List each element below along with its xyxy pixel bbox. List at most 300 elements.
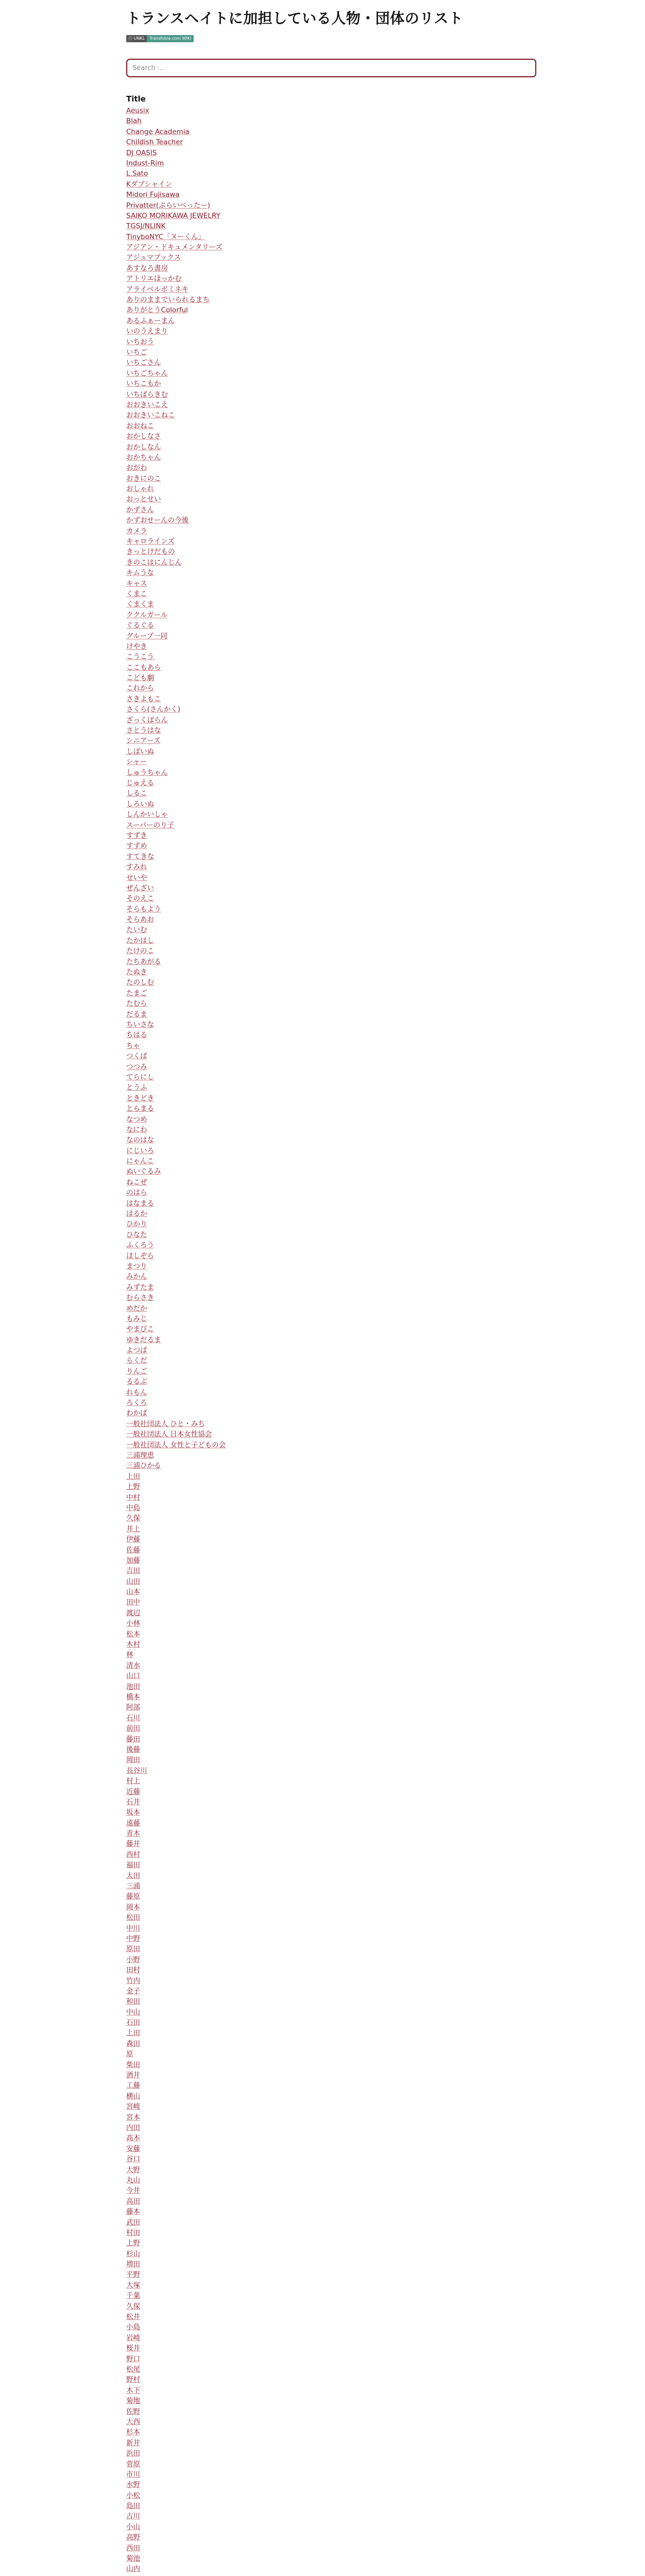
list-item-link[interactable]: TinyboNYC「ヌーくん」: [126, 232, 205, 241]
list-item-link[interactable]: SAIKO MORIKAWA JEWELRY: [126, 211, 220, 220]
list-item-link[interactable]: 内田: [126, 2124, 140, 2132]
license-badge-left: ⓒ UNKL: [126, 35, 147, 42]
list-item-link[interactable]: とうふ: [126, 1083, 147, 1092]
list-item-link[interactable]: いちごさん: [126, 359, 161, 367]
list-item-link[interactable]: すずめ: [126, 842, 147, 851]
list-item-link[interactable]: こうこう: [126, 653, 154, 662]
list-item: [126, 158, 590, 168]
list-item-link[interactable]: おおねこ: [126, 421, 154, 430]
list-item-link[interactable]: 桜井: [126, 2344, 140, 2353]
list-item-link[interactable]: 中島: [126, 1503, 140, 1512]
list-item-link[interactable]: くまこ: [126, 589, 147, 598]
list-item-link[interactable]: 和田: [126, 1997, 140, 2006]
list-item-link[interactable]: 小島: [126, 2323, 140, 2332]
list-item-link[interactable]: みかん: [126, 1273, 147, 1281]
list-item-link[interactable]: しばいぬ: [126, 747, 154, 756]
search-box: [126, 59, 536, 77]
list-item-link[interactable]: 松田: [126, 1913, 140, 1922]
list-item-link[interactable]: ぜんざい: [126, 884, 154, 892]
list-item-link[interactable]: ろくろ: [126, 1399, 147, 1408]
list-item-link[interactable]: 上田: [126, 1472, 140, 1481]
list-item-link[interactable]: 横山: [126, 2092, 140, 2100]
list-item-link[interactable]: 金子: [126, 1987, 140, 1995]
list-item-link[interactable]: るるぶ: [126, 1378, 147, 1386]
list-item-link[interactable]: たちあがる: [126, 957, 161, 966]
list-item-link[interactable]: 太田: [126, 1871, 140, 1880]
list-item-link[interactable]: しろいぬ: [126, 800, 154, 808]
list-item-link[interactable]: 佐野: [126, 2407, 140, 2416]
list-item: [126, 2501, 590, 2511]
list-item: [126, 421, 590, 431]
list-item-link[interactable]: 工藤: [126, 2081, 140, 2090]
search-input[interactable]: [127, 60, 535, 76]
list-item-link[interactable]: 杉本: [126, 2428, 140, 2437]
list-item-link[interactable]: 田中: [126, 1598, 140, 1607]
list-item-link[interactable]: 山本: [126, 1588, 140, 1597]
list-item-link[interactable]: 小林: [126, 1619, 140, 1628]
list-item-link[interactable]: 菊池: [126, 2554, 140, 2563]
list-item: [126, 274, 590, 284]
list-item-link[interactable]: 大西: [126, 2417, 140, 2426]
list-item-link[interactable]: まつり: [126, 1262, 147, 1270]
list-item-link[interactable]: 前田: [126, 1724, 140, 1733]
list-item-link[interactable]: 宮本: [126, 2113, 140, 2122]
list-item: [126, 494, 590, 504]
list-item-link[interactable]: やまびこ: [126, 1325, 154, 1334]
list-item-link[interactable]: たまご: [126, 989, 147, 997]
list-item-link[interactable]: いちばらきむ: [126, 390, 168, 399]
list-item-link[interactable]: 青木: [126, 1829, 140, 1838]
list-item-link[interactable]: ねこぜ: [126, 1178, 147, 1187]
list-item-link[interactable]: もみじ: [126, 1314, 147, 1323]
list-item-link[interactable]: なのはな: [126, 1136, 154, 1145]
list-item-link[interactable]: はなまる: [126, 1199, 154, 1208]
list-item-link[interactable]: ありのままでいられるまち: [126, 296, 210, 304]
list-item-link[interactable]: たけのこ: [126, 947, 154, 956]
list-item-link[interactable]: 杉山: [126, 2249, 140, 2258]
list-item-link[interactable]: 松本: [126, 1630, 140, 1638]
list-item-link[interactable]: ゆきだるま: [126, 1335, 161, 1344]
list-item-link[interactable]: 長谷川: [126, 1766, 147, 1775]
list-item-link[interactable]: 後藤: [126, 1745, 140, 1754]
list-item-link[interactable]: 三浦: [126, 1882, 140, 1891]
list-item-link[interactable]: Indust-Rim: [126, 159, 164, 167]
list-item-link[interactable]: L.Sato: [126, 170, 148, 178]
list-item-link[interactable]: すずき: [126, 831, 147, 840]
list-item: [126, 2459, 590, 2469]
list-item-link[interactable]: しるこ: [126, 789, 147, 798]
list-item: [126, 2364, 590, 2375]
list-item-link[interactable]: 菅原: [126, 2460, 140, 2468]
list-item-link[interactable]: 伊藤: [126, 1535, 140, 1544]
list-item-link[interactable]: いちおう: [126, 337, 154, 346]
list-item-link[interactable]: 橋本: [126, 1692, 140, 1701]
list-item-link[interactable]: ここもあら: [126, 663, 161, 672]
list-item-link[interactable]: ぐるぐる: [126, 621, 154, 630]
list-item-link[interactable]: きのこはにんじん: [126, 558, 182, 567]
list-item: [126, 2049, 590, 2059]
list-item-link[interactable]: キャス: [126, 579, 147, 588]
list-item: [126, 1293, 590, 1303]
list-item-link[interactable]: すてきな: [126, 852, 155, 861]
list-item-link[interactable]: 木下: [126, 2386, 140, 2395]
list-item-link[interactable]: 佐藤: [126, 1546, 140, 1554]
list-item-link[interactable]: 石井: [126, 1798, 140, 1806]
list-item-link[interactable]: くまくま: [126, 600, 154, 609]
list-item-link[interactable]: いのうえまり: [126, 327, 168, 336]
list-item-link[interactable]: ほしぞら: [126, 1251, 154, 1260]
list-item-link[interactable]: Kダブシャイン: [126, 180, 173, 189]
list-item-link[interactable]: 野村: [126, 2376, 140, 2384]
list-item-link[interactable]: 西田: [126, 2544, 140, 2552]
list-item-link[interactable]: 高田: [126, 2197, 140, 2206]
list-item-link[interactable]: れもん: [126, 1388, 147, 1397]
list-item-link[interactable]: Privatter(ぷらいべったー): [126, 201, 210, 210]
list-item-link[interactable]: しんかいしゃ: [126, 810, 168, 819]
list-item-link[interactable]: てらにし: [126, 1073, 154, 1081]
list-item: [126, 1986, 590, 1996]
list-item-link[interactable]: おかしなさ: [126, 432, 161, 441]
list-item-link[interactable]: スーパーのり子: [126, 821, 175, 829]
list-item-link[interactable]: そのえこ: [126, 894, 154, 903]
list-item-link[interactable]: 福田: [126, 1861, 140, 1870]
list-item-link[interactable]: 古川: [126, 2512, 140, 2521]
list-item-link[interactable]: 藤田: [126, 1735, 140, 1743]
list-item-link[interactable]: 高木: [126, 2134, 140, 2143]
list-item-link[interactable]: なつめ: [126, 1115, 147, 1124]
list-item-link[interactable]: 加藤: [126, 1556, 140, 1565]
list-item-link[interactable]: 山田: [126, 1577, 140, 1586]
list-item-link[interactable]: りんご: [126, 1367, 147, 1376]
list-item-link[interactable]: 森田: [126, 2039, 140, 2048]
list-item: [126, 1555, 590, 1566]
list-item: [126, 620, 590, 631]
list-item-link[interactable]: みずたま: [126, 1283, 154, 1292]
list-item: [126, 232, 590, 242]
list-item-link[interactable]: 一般社団法人 女性と子どもの会: [126, 1440, 226, 1449]
list-item: [126, 2007, 590, 2018]
list-item-link[interactable]: 西村: [126, 1850, 140, 1859]
list-item-link[interactable]: 三浦理恵: [126, 1451, 154, 1460]
list-item: [126, 1135, 590, 1145]
list-item-link[interactable]: Childish Teacher: [126, 138, 183, 147]
list-item-link[interactable]: 増田: [126, 2260, 140, 2269]
list-item-link[interactable]: めだか: [126, 1304, 147, 1313]
list-item: [126, 946, 590, 956]
list-item-link[interactable]: 村上: [126, 1777, 140, 1786]
list-item-link[interactable]: にじいろ: [126, 1146, 154, 1155]
list-item-link[interactable]: わかば: [126, 1409, 147, 1418]
list-item-link[interactable]: つくば: [126, 1052, 147, 1061]
list-item: [126, 168, 590, 179]
list-item: [126, 2165, 590, 2175]
list-item-link[interactable]: いちご: [126, 348, 147, 357]
list-item: [126, 589, 590, 599]
list-item-link[interactable]: シニアーズ: [126, 737, 161, 745]
list-item-link[interactable]: 平野: [126, 2270, 140, 2279]
list-item-link[interactable]: 水野: [126, 2481, 140, 2489]
list-item-link[interactable]: ちはる: [126, 1031, 147, 1040]
list-item-link[interactable]: 原: [126, 2050, 133, 2059]
list-item-link[interactable]: にゃんこ: [126, 1157, 154, 1166]
list-item-link[interactable]: はるか: [126, 1210, 147, 1218]
list-item-link[interactable]: ありがとうColorful: [126, 306, 188, 315]
list-item-link[interactable]: おきにのこ: [126, 474, 161, 483]
list-item-link[interactable]: カメラ: [126, 527, 147, 535]
list-item-link[interactable]: 山口: [126, 1672, 140, 1681]
list-item-link[interactable]: Blah: [126, 117, 142, 126]
list-item-link[interactable]: たいむ: [126, 926, 147, 935]
list-item-link[interactable]: グループ一同: [126, 632, 167, 640]
license-badge-right: Transfobia.com WIKI: [147, 35, 194, 42]
list-item-link[interactable]: 菊地: [126, 2397, 140, 2405]
list-item-link[interactable]: おおきいこえ: [126, 400, 168, 409]
list-item: [126, 1639, 590, 1650]
list-item-link[interactable]: 遠藤: [126, 1819, 140, 1827]
list-item-link[interactable]: 一般社団法人 ひと・みち: [126, 1419, 205, 1428]
list-item-link[interactable]: かずさん: [126, 505, 154, 514]
list-item-link[interactable]: なにわ: [126, 1125, 147, 1134]
list-item-link[interactable]: よつば: [126, 1346, 147, 1355]
list-item-link[interactable]: だるま: [126, 1010, 147, 1019]
list-item: [126, 862, 590, 872]
list-item-link[interactable]: 上野: [126, 1483, 140, 1492]
list-item-link[interactable]: すみれ: [126, 863, 147, 872]
list-item-link[interactable]: 小山: [126, 2522, 140, 2531]
list-item: [126, 1608, 590, 1618]
list-item-link[interactable]: 竹内: [126, 1976, 140, 1985]
list-item: [126, 116, 590, 126]
list-item: [126, 778, 590, 788]
list-item-link[interactable]: 井上: [126, 1524, 140, 1533]
list-item: [126, 2269, 590, 2280]
list-item-link[interactable]: あるふぁーまん: [126, 316, 175, 325]
list-item-link[interactable]: 池田: [126, 1682, 140, 1691]
list-item-link[interactable]: Midori Fujisawa: [126, 191, 180, 199]
list-item-link[interactable]: おかしなん: [126, 443, 161, 451]
list-item-link[interactable]: 小野: [126, 1955, 140, 1964]
list-item-link[interactable]: 藤本: [126, 2208, 140, 2216]
list-item-link[interactable]: 岩崎: [126, 2333, 140, 2342]
list-item: [126, 2511, 590, 2521]
list-item: [126, 1166, 590, 1177]
list-item: [126, 1618, 590, 1629]
list-item-link[interactable]: らくだ: [126, 1357, 147, 1365]
list-item-link[interactable]: 三浦ひかる: [126, 1462, 161, 1470]
list-item-link[interactable]: シャー: [126, 758, 147, 767]
list-item-link[interactable]: TGSJ/NLINK: [126, 222, 166, 231]
list-item-link[interactable]: たかはし: [126, 936, 154, 945]
list-item-link[interactable]: さくら(さんかく): [126, 705, 181, 714]
list-item-link[interactable]: 木村: [126, 1640, 140, 1649]
list-item: [126, 1355, 590, 1366]
list-item-link[interactable]: 渡辺: [126, 1608, 140, 1617]
list-item-link[interactable]: 久保: [126, 1514, 140, 1523]
list-item-link[interactable]: 今井: [126, 2187, 140, 2195]
list-item-link[interactable]: 武田: [126, 2218, 140, 2227]
list-item: [126, 2354, 590, 2364]
list-item-link[interactable]: おっとせい: [126, 495, 161, 504]
list-item: [126, 683, 590, 693]
list-item-link[interactable]: こども劇: [126, 674, 154, 683]
list-item-link[interactable]: たむら: [126, 999, 147, 1008]
list-item-link[interactable]: 藤原: [126, 1892, 140, 1901]
list-item-link[interactable]: 林: [126, 1651, 133, 1659]
list-item: [126, 1860, 590, 1870]
list-item-link[interactable]: 中野: [126, 1934, 140, 1943]
list-item-link[interactable]: そらあお: [126, 916, 154, 924]
list-item: [126, 1082, 590, 1093]
list-item-link[interactable]: せいや: [126, 873, 147, 882]
list-item: [126, 568, 590, 578]
list-item-link[interactable]: 大塚: [126, 2281, 140, 2290]
list-item-link[interactable]: ぬいぐるみ: [126, 1167, 161, 1176]
list-item-link[interactable]: DJ OASIS: [126, 148, 157, 157]
license-badges[interactable]: [126, 35, 194, 42]
list-item-link[interactable]: 坂本: [126, 1808, 140, 1817]
list-item-link[interactable]: 高野: [126, 2533, 140, 2542]
list-item-link[interactable]: たのしむ: [126, 978, 154, 987]
list-item: [126, 2522, 590, 2532]
list-item-link[interactable]: 石川: [126, 1714, 140, 1722]
list-item-link[interactable]: 安藤: [126, 2144, 140, 2153]
list-item: [126, 557, 590, 568]
list-item-link[interactable]: あすなろ書房: [126, 264, 168, 273]
list-item-link[interactable]: 一般社団法人 日本女性協会: [126, 1430, 212, 1439]
list-item: [126, 831, 590, 841]
list-item: [126, 1188, 590, 1198]
list-item-link[interactable]: いちこもか: [126, 380, 161, 388]
list-item: [126, 1240, 590, 1250]
list-item-link[interactable]: アトリエほっかむ: [126, 275, 182, 283]
list-item-link[interactable]: 新井: [126, 2438, 140, 2447]
list-item-link[interactable]: 丸山: [126, 2176, 140, 2184]
list-item: [126, 2385, 590, 2396]
list-item: [126, 2080, 590, 2091]
list-item: [126, 358, 590, 368]
list-item-link[interactable]: 中川: [126, 1924, 140, 1933]
list-item: [126, 1198, 590, 1209]
list-item-link[interactable]: 酒井: [126, 2071, 140, 2080]
list-item-link[interactable]: 浜田: [126, 2449, 140, 2458]
list-item: [126, 2333, 590, 2343]
list-item-link[interactable]: 千葉: [126, 2292, 140, 2300]
list-item: [126, 106, 590, 116]
list-item-link[interactable]: アライベルボミネキ: [126, 285, 189, 294]
list-item-link[interactable]: 市川: [126, 2470, 140, 2479]
list-item-link[interactable]: アジアン・ドキュメンタリーズ: [126, 243, 223, 252]
list-item: [126, 2039, 590, 2049]
list-item-link[interactable]: Change Academia: [126, 127, 190, 136]
list-item-link[interactable]: 近藤: [126, 1787, 140, 1796]
list-item: [126, 1818, 590, 1828]
list-item-link[interactable]: キャロラインズ: [126, 537, 175, 546]
list-item-link[interactable]: きっとけだもの: [126, 548, 175, 556]
list-item-link[interactable]: 松尾: [126, 2365, 140, 2374]
list-item: [126, 1955, 590, 1965]
list-item: [126, 599, 590, 609]
list-item: [126, 221, 590, 231]
list-item-link[interactable]: 藤井: [126, 1840, 140, 1849]
list-item-link[interactable]: ときどき: [126, 1094, 154, 1103]
list-item: [126, 579, 590, 589]
list-item-link[interactable]: ざっくばらん: [126, 716, 168, 724]
list-item: [126, 1524, 590, 1534]
list-item-link[interactable]: おがわ: [126, 464, 147, 472]
list-item: [126, 1209, 590, 1219]
list-item-link[interactable]: とらまる: [126, 1105, 154, 1113]
list-item-link[interactable]: ひかり: [126, 1220, 147, 1229]
list-item-link[interactable]: さとうはな: [126, 726, 161, 735]
list-item: [126, 442, 590, 452]
list-item-link[interactable]: 松井: [126, 2313, 140, 2321]
list-item-link[interactable]: たぬき: [126, 968, 147, 977]
list-item-link[interactable]: 原田: [126, 1945, 140, 1954]
list-item-link[interactable]: けやき: [126, 642, 147, 651]
list-item-link[interactable]: いちごちゃん: [126, 369, 168, 378]
list-item: [126, 1146, 590, 1156]
list-item-link[interactable]: 中山: [126, 2008, 140, 2016]
list-item-link[interactable]: これから: [126, 684, 154, 693]
list-item-link[interactable]: 上田: [126, 2029, 140, 2038]
list-item-link[interactable]: 中村: [126, 1493, 140, 1502]
list-item: [126, 2312, 590, 2322]
list-item-link[interactable]: 清水: [126, 1661, 140, 1670]
list-item-link[interactable]: 上野: [126, 2239, 140, 2248]
list-item: [126, 788, 590, 799]
list-item-link[interactable]: 柴田: [126, 2060, 140, 2069]
list-item-link[interactable]: 久保: [126, 2302, 140, 2311]
list-item-link[interactable]: 岡田: [126, 1756, 140, 1765]
list-item-link[interactable]: 吉田: [126, 1567, 140, 1575]
list-item-link[interactable]: そらもよう: [126, 905, 161, 913]
list-item: [126, 1398, 590, 1408]
list-item-link[interactable]: むらさき: [126, 1294, 154, 1302]
list-item-link[interactable]: 小松: [126, 2491, 140, 2500]
list-item-link[interactable]: 島田: [126, 2502, 140, 2511]
list-item-link[interactable]: キムうな: [126, 569, 154, 578]
list-item-link[interactable]: おおきいこねこ: [126, 411, 175, 420]
list-item-link[interactable]: 宮崎: [126, 2103, 140, 2111]
list-item-link[interactable]: アジュマブックス: [126, 253, 181, 262]
list-item-link[interactable]: おかちゃん: [126, 453, 161, 462]
list-item-link[interactable]: 田村: [126, 1966, 140, 1975]
list-item-link[interactable]: ひなた: [126, 1230, 147, 1239]
list-item-link[interactable]: 石田: [126, 2019, 140, 2027]
list-item-link[interactable]: じゅえる: [126, 779, 154, 787]
list-item: [126, 704, 590, 715]
list-item: [126, 536, 590, 547]
list-item-link[interactable]: 岡本: [126, 1903, 140, 1911]
list-item-link[interactable]: しゅうちゃん: [126, 768, 168, 777]
list-item-link[interactable]: Aeusix: [126, 107, 149, 115]
list-item-link[interactable]: ちいさな: [126, 1020, 154, 1029]
list-item-link[interactable]: 谷口: [126, 2155, 140, 2164]
list-item-link[interactable]: ふくろう: [126, 1241, 154, 1250]
list-item-link[interactable]: 山内: [126, 2565, 140, 2573]
list-item-link[interactable]: 村田: [126, 2228, 140, 2237]
list-item-link[interactable]: かずおせーんの今後: [126, 516, 189, 525]
list-item-link[interactable]: つつみ: [126, 1062, 147, 1071]
list-item-link[interactable]: さきよもこ: [126, 694, 161, 703]
list-item-link[interactable]: 野口: [126, 2354, 140, 2363]
list-item-link[interactable]: のはら: [126, 1189, 147, 1197]
list-item-link[interactable]: 阿部: [126, 1703, 140, 1712]
list-item-link[interactable]: 大野: [126, 2165, 140, 2174]
list-item-link[interactable]: ちゃ: [126, 1041, 140, 1050]
list-item-link[interactable]: ククルガール: [126, 611, 168, 619]
list-item-link[interactable]: おしゃれ: [126, 485, 154, 494]
